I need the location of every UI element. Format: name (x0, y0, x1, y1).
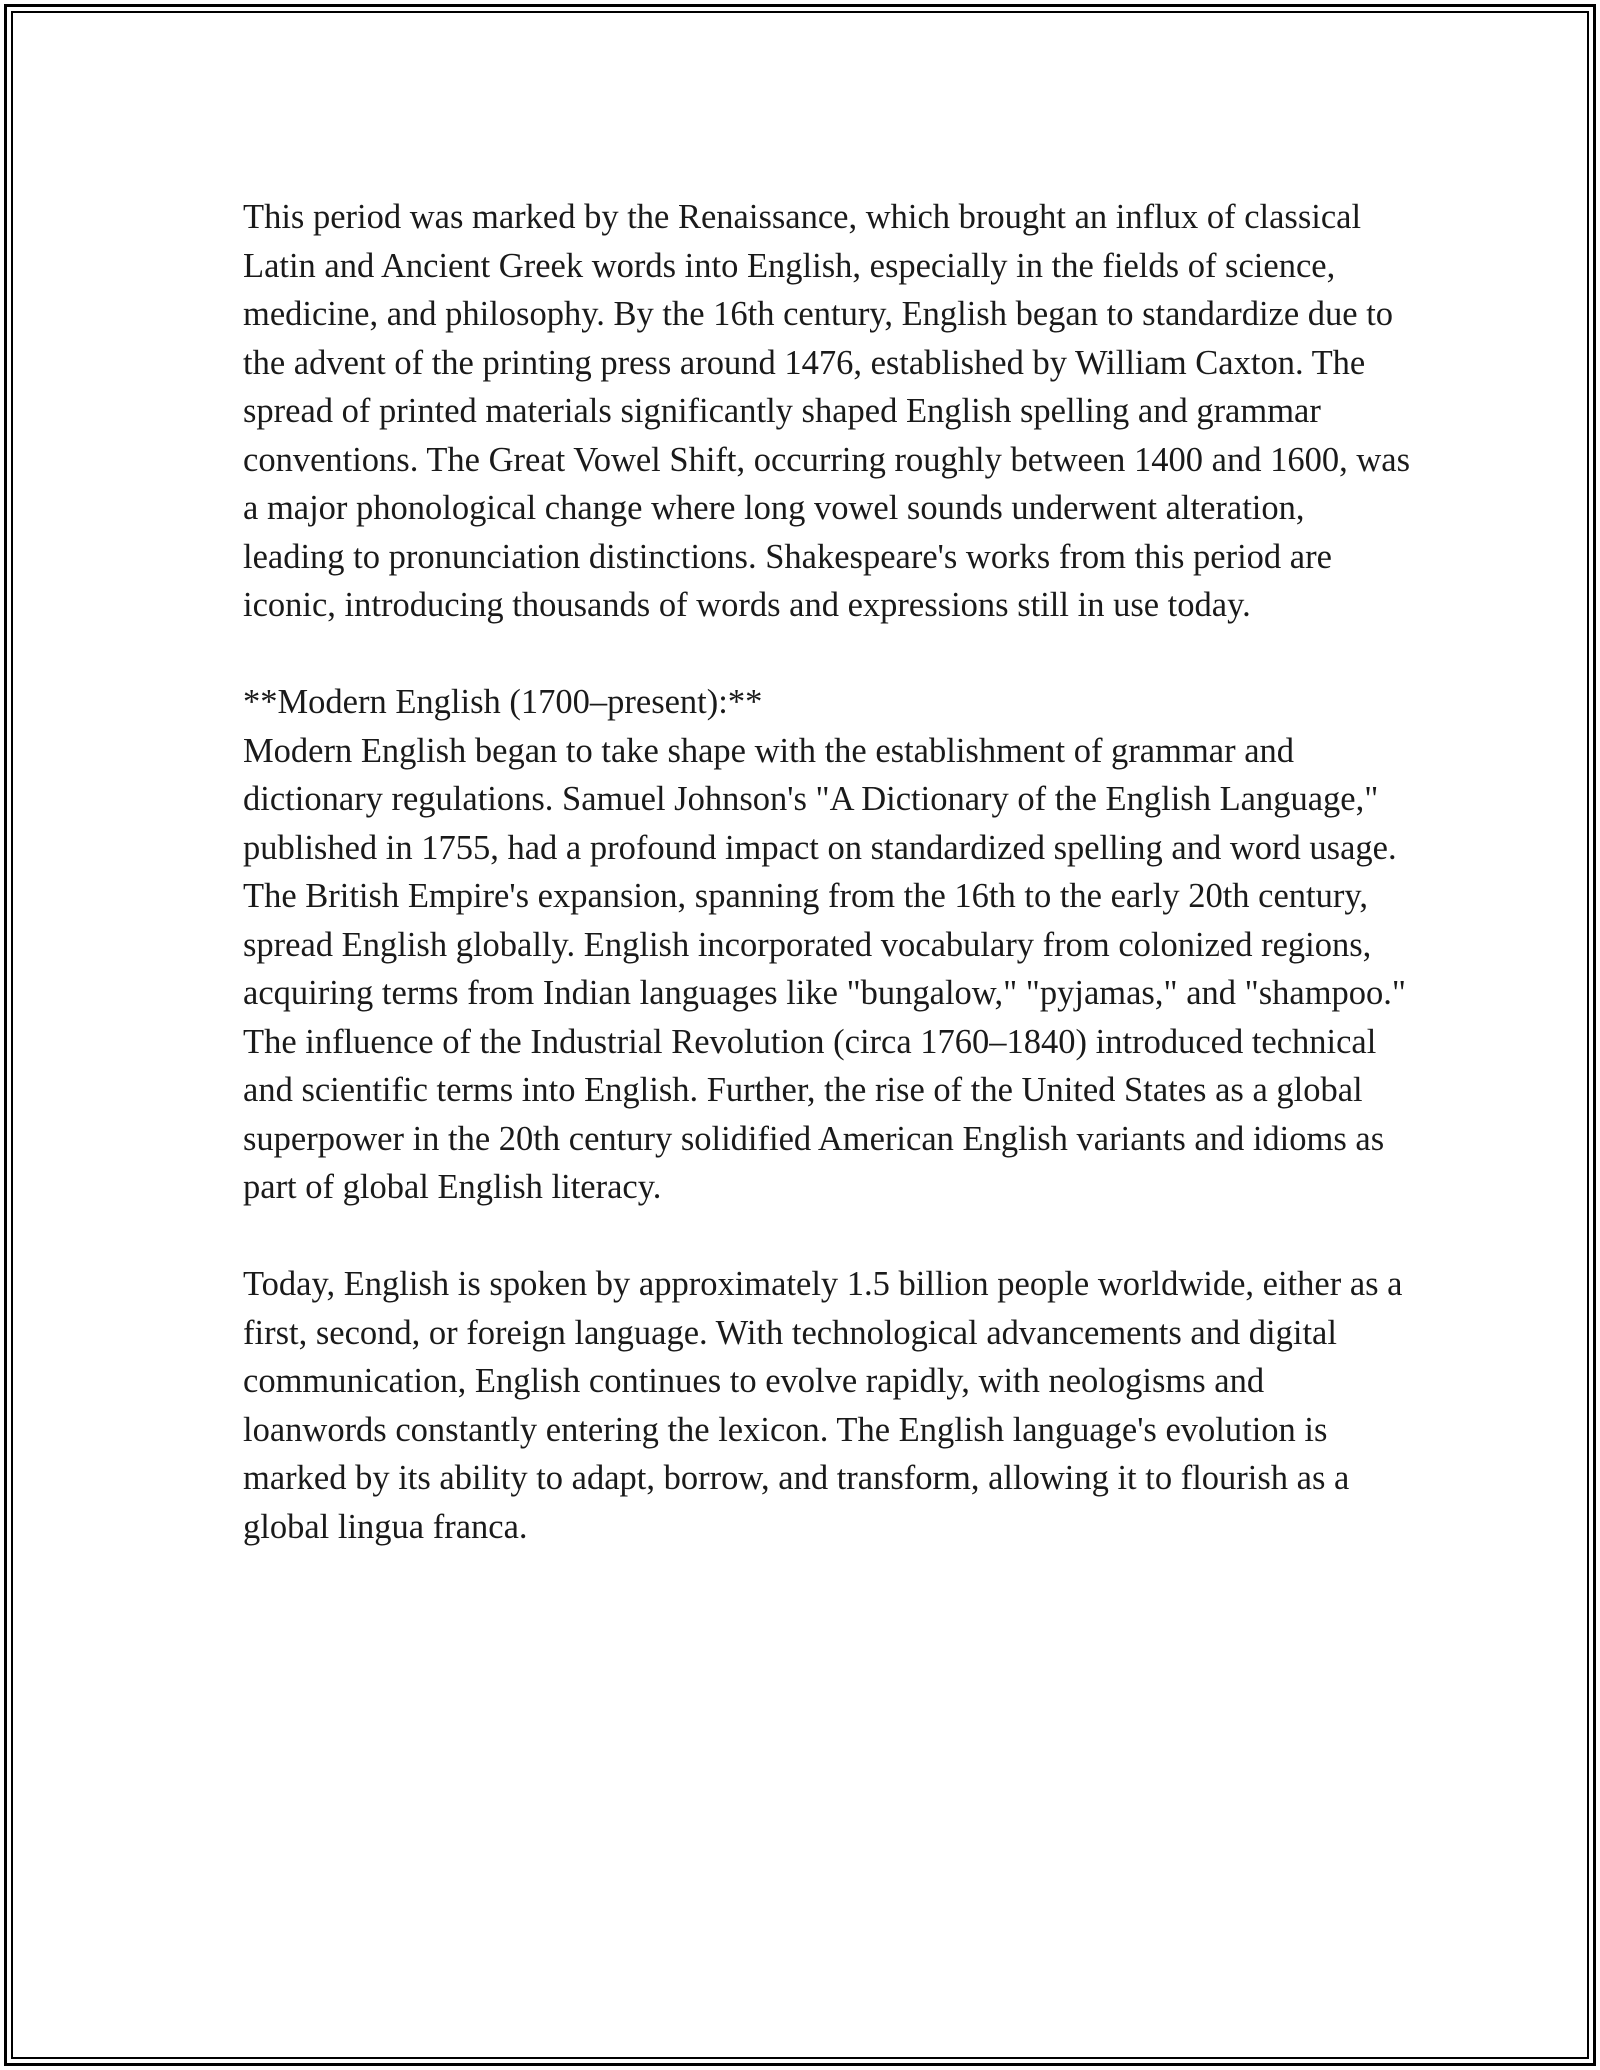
page-frame (4, 4, 1596, 2066)
page-body (243, 193, 1413, 1600)
closing-paragraph: Today, English is spoken by approximately 1.5 billion people worldwide, either as a first, second, or foreign language. With technological advancements and digital communication, English continues to evolve rapidly, with neologisms and loanwords constantly entering the lexicon. The English language's evolution is marked by its ability to adapt, borrow, and transform, allowing it to flourish as a global lingua franca. (243, 1265, 1403, 1546)
section-heading-modern-english: **Modern English (1700–present):** (243, 683, 763, 721)
modern-english-paragraph: Modern English began to take shape with the establishment of grammar and dictionary regulations. Samuel Johnson's "A Dictionary of the English Language," published in 1755, had a profound impact on standardized spelling and word usage. The British Empire's expansion, spanning from the 16th to the early 20th century, spread English globally. English incorporated vocabulary from colonized regions, acquiring terms from Indian languages like "bungalow," "pyjamas," and "shampoo." The influence of the Industrial Revolution (circa 1760–1840) introduced technical and scientific terms into English. Further, the rise of the United States as a global superpower in the 20th century solidified American English variants and idioms as part of global English literacy. (243, 731, 1406, 1206)
intro-paragraph: This period was marked by the Renaissance, which brought an influx of classical Latin and Ancient Greek words into English, especially in the fields of science, medicine, and philosophy. By the 16th century, English began to standardize due to the advent of the printing press around 1476, established by William Caxton. The spread of printed materials significantly shaped English spelling and grammar conventions. The Great Vowel Shift, occurring roughly between 1400 and 1600, was a major phonological change where long vowel sounds underwent alteration, leading to pronunciation distinctions. Shakespeare's works from this period are iconic, introducing thousands of words and expressions still in use today. (243, 198, 1411, 624)
